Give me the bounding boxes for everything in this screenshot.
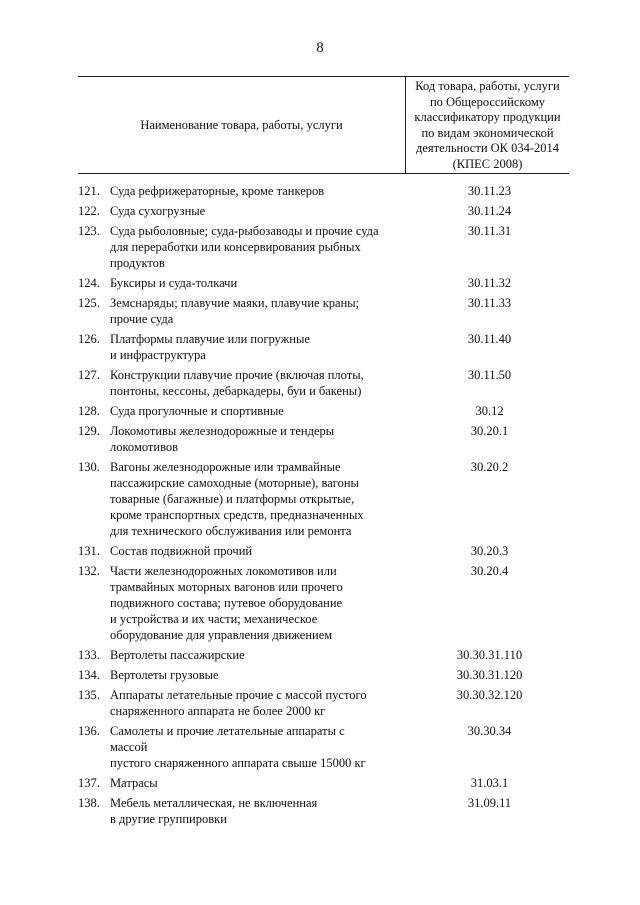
row-name: Матрасы — [110, 776, 158, 790]
row-name: Земснаряды; плавучие маяки, плавучие краны; прочие суда — [110, 296, 360, 326]
table-row — [78, 223, 569, 271]
row-name: Части железнодорожных локомотивов или трамвайных моторных вагонов или прочего подвижного состава; путевое оборудование и устройства и их части; механическое оборудование для управления движением — [110, 564, 343, 642]
table-row — [78, 775, 569, 791]
row-number: 131. — [78, 544, 100, 558]
row-code: 30.11.23 — [467, 184, 512, 198]
header-name-column: Наименование товара, работы, услуги — [140, 117, 343, 132]
row-code: 30.11.24 — [467, 204, 512, 218]
row-name: Вертолеты грузовые — [110, 668, 219, 682]
row-number: 138. — [78, 796, 100, 810]
row-number: 133. — [78, 648, 100, 662]
header-code-column: Код товара, работы, услуги по Общероссийскому классификатору продукции по видам экономической деятельности ОК 034-2014 (КПЕС 2008) — [414, 79, 561, 171]
table-row — [78, 647, 569, 663]
row-name: Конструкции плавучие прочие (включая плоты, понтоны, кессоны, дебаркадеры, буи и бакены) — [110, 368, 364, 398]
row-code: 30.30.31.110 — [456, 648, 523, 662]
table-row — [78, 275, 569, 291]
row-code: 30.20.2 — [470, 460, 509, 474]
table-row — [78, 563, 569, 643]
row-number: 121. — [78, 184, 100, 198]
row-code: 30.11.32 — [467, 276, 512, 290]
row-number: 134. — [78, 668, 100, 682]
table-row — [78, 723, 569, 771]
table-row — [78, 203, 569, 219]
table-row — [78, 687, 569, 719]
row-number: 123. — [78, 224, 100, 238]
row-number: 126. — [78, 332, 100, 346]
row-code: 30.11.33 — [467, 296, 512, 310]
table-row — [78, 331, 569, 363]
row-code: 30.30.31.120 — [456, 668, 523, 682]
row-name: Суда прогулочные и спортивные — [110, 404, 284, 418]
row-code: 30.11.40 — [467, 332, 512, 346]
row-number: 125. — [78, 296, 100, 310]
row-code: 30.30.34 — [467, 724, 512, 738]
row-number: 124. — [78, 276, 100, 290]
row-code: 31.03.1 — [470, 776, 509, 790]
row-name: Суда сухогрузные — [110, 204, 206, 218]
row-name: Вагоны железнодорожные или трамвайные пассажирские самоходные (моторные), вагоны товарные (багажные) и платформы открытые, кроме транспортных средств, предназначенных для технического обслуживания или ремонта — [110, 460, 364, 538]
row-name: Суда рефрижераторные, кроме танкеров — [110, 184, 325, 198]
row-code: 30.12 — [475, 404, 504, 418]
row-code: 30.20.4 — [470, 564, 509, 578]
row-code: 30.11.31 — [467, 224, 512, 238]
row-name: Буксиры и суда-толкачи — [110, 276, 238, 290]
table-row — [78, 795, 569, 827]
row-number: 130. — [78, 460, 100, 474]
table-row — [78, 403, 569, 419]
row-number: 128. — [78, 404, 100, 418]
row-name: Локомотивы железнодорожные и тендеры локомотивов — [110, 424, 335, 454]
row-name: Аппараты летательные прочие с массой пустого снаряженного аппарата не более 2000 кг — [110, 688, 367, 718]
row-number: 129. — [78, 424, 100, 438]
row-number: 132. — [78, 564, 100, 578]
row-name: Мебель металлическая, не включенная в другие группировки — [110, 796, 318, 826]
row-code: 30.11.50 — [467, 368, 512, 382]
table-row — [78, 367, 569, 399]
row-name: Суда рыболовные; суда-рыбозаводы и прочие суда для переработки или консервирования рыбных продуктов — [110, 224, 379, 270]
page-number: 8 — [316, 40, 324, 56]
row-number: 122. — [78, 204, 100, 218]
table-row — [78, 295, 569, 327]
row-code: 30.20.1 — [470, 424, 509, 438]
table-row — [78, 459, 569, 539]
table-body — [78, 183, 569, 831]
row-number: 136. — [78, 724, 100, 738]
table-row — [78, 667, 569, 683]
row-number: 137. — [78, 776, 100, 790]
table-row — [78, 183, 569, 199]
table-row — [78, 543, 569, 559]
row-number: 127. — [78, 368, 100, 382]
row-name: Состав подвижной прочий — [110, 544, 253, 558]
table-header — [78, 76, 569, 174]
row-name: Платформы плавучие или погружные и инфраструктура — [110, 332, 310, 362]
row-code: 31.09.11 — [467, 796, 512, 810]
row-name: Самолеты и прочие летательные аппараты с массой пустого снаряженного аппарата свыше 15000 кг — [110, 724, 366, 770]
row-name: Вертолеты пассажирские — [110, 648, 245, 662]
row-code: 30.20.3 — [470, 544, 509, 558]
table-row — [78, 423, 569, 455]
row-code: 30.30.32.120 — [456, 688, 523, 702]
row-number: 135. — [78, 688, 100, 702]
